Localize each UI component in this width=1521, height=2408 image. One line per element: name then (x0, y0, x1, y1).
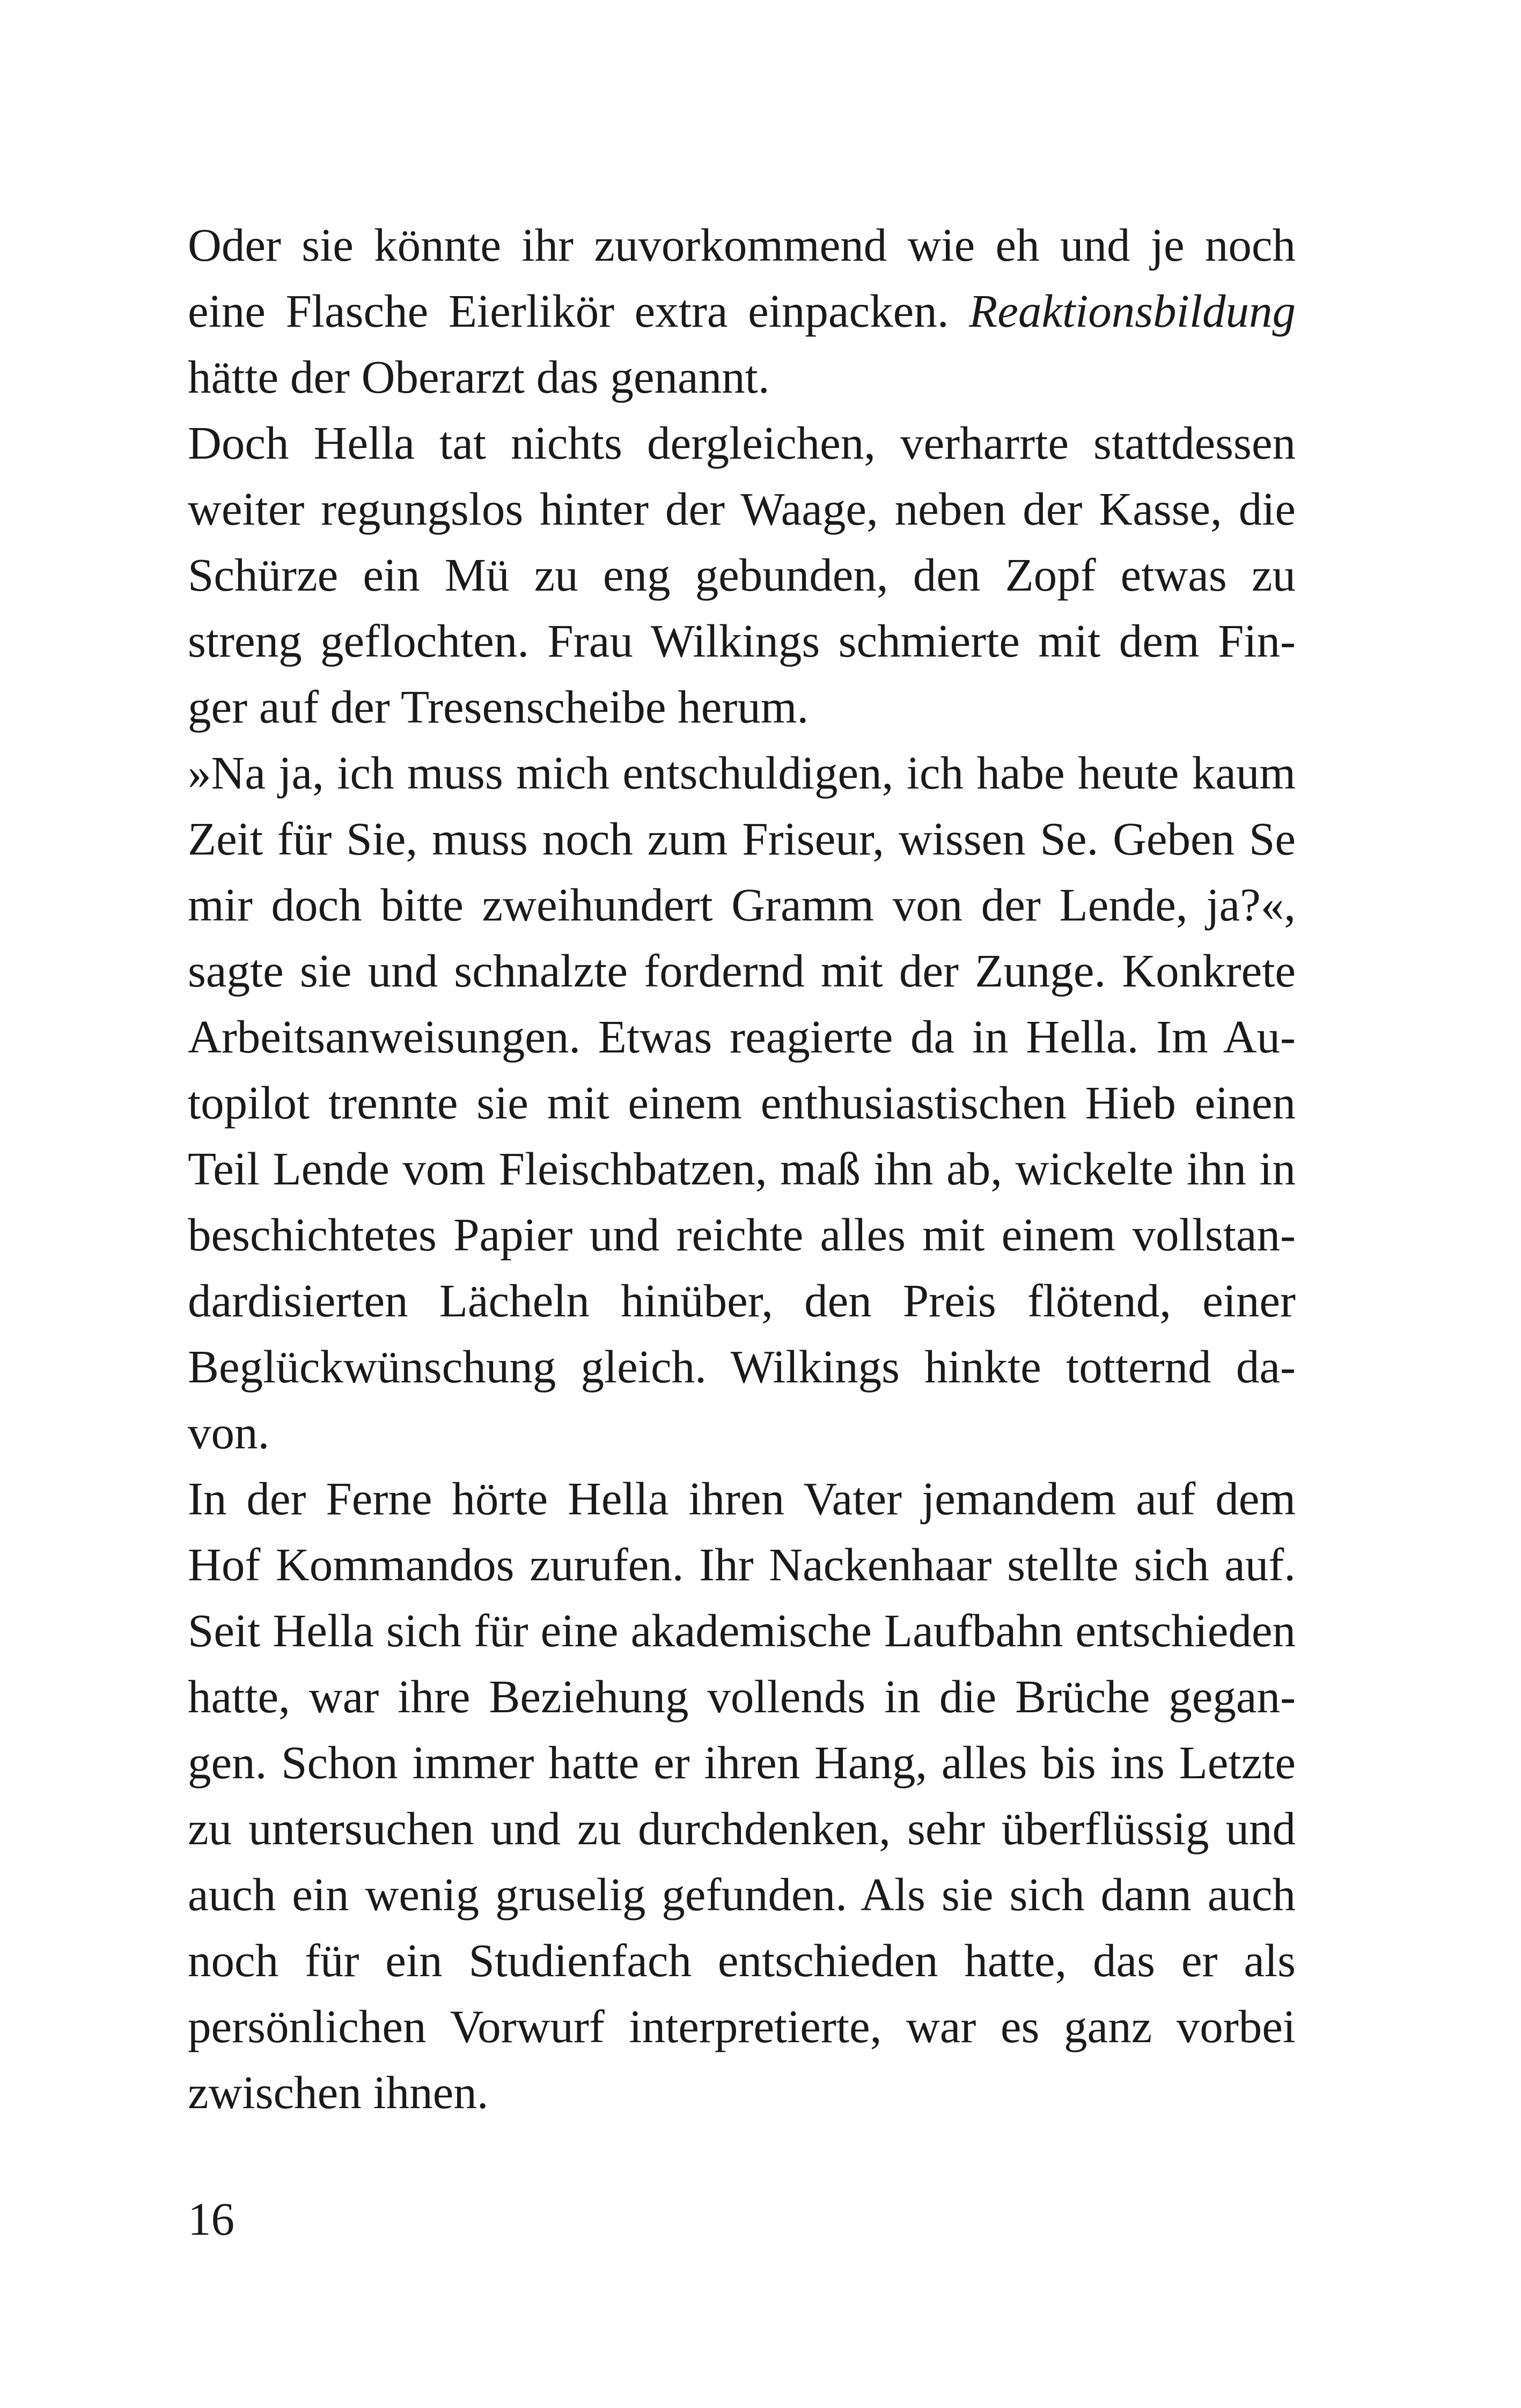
text-line-content: hätte der Oberarzt das genannt. (188, 351, 770, 403)
text-line-content: eine Flasche Eierlikör extra einpacken. (188, 285, 949, 337)
text-line-content: streng geflochten. Frau Wilkings schmierte mit dem Fin- (188, 615, 1296, 667)
text-line (188, 212, 1296, 278)
text-line (188, 1795, 1296, 1861)
text-line (188, 1070, 1296, 1136)
page-number: 16 (188, 2193, 234, 2245)
text-line (188, 938, 1296, 1004)
text-line-content: Beglückwünschung gleich. Wilkings hinkte totternd da- (188, 1341, 1296, 1393)
text-line (188, 1400, 1296, 1466)
text-line-content: von. (188, 1406, 270, 1459)
text-line-content: zu untersuchen und zu durchdenken, sehr überflüssig und (188, 1802, 1296, 1854)
text-line (188, 740, 1296, 806)
text-line-content: weiter regungslos hinter der Waage, neben der Kasse, die (188, 483, 1296, 535)
text-line-content: gen. Schon immer hatte er ihren Hang, alles bis ins Letzte (188, 1736, 1296, 1788)
text-line-content: Doch Hella tat nichts dergleichen, verharrte stattdessen (188, 417, 1296, 469)
text-line (188, 410, 1296, 476)
text-line-content: zwischen ihnen. (188, 2066, 489, 2118)
text-line (188, 1927, 1296, 1993)
italic-term: Reaktionsbildung (969, 285, 1296, 337)
text-line (188, 1531, 1296, 1597)
text-line (188, 1597, 1296, 1663)
text-line (188, 1729, 1296, 1795)
text-line-content: noch für ein Studienfach entschieden hatte, das er als (188, 1934, 1296, 1986)
text-line-content: hatte, war ihre Beziehung vollends in die Brüche gegan- (188, 1670, 1296, 1722)
text-line-content: Schürze ein Mü zu eng gebunden, den Zopf etwas zu (188, 549, 1296, 601)
text-line-content: mir doch bitte zweihundert Gramm von der Lende, ja?«, (188, 879, 1296, 931)
text-line (188, 1136, 1296, 1202)
text-line (188, 278, 1296, 344)
text-line (188, 872, 1296, 938)
text-line-content: auch ein wenig gruselig gefunden. Als sie sich dann auch (188, 1868, 1296, 1920)
text-line (188, 1004, 1296, 1070)
text-line-content: Zeit für Sie, muss noch zum Friseur, wissen Se. Geben Se (188, 813, 1296, 865)
text-line (188, 1861, 1296, 1927)
text-line (188, 674, 1296, 740)
text-line (188, 1202, 1296, 1268)
text-line-content: dardisierten Lächeln hinüber, den Preis flötend, einer (188, 1275, 1296, 1327)
text-line-content: persönlichen Vorwurf interpretierte, war es ganz vorbei (188, 2000, 1296, 2052)
text-line (188, 1268, 1296, 1334)
text-line (188, 542, 1296, 608)
text-line (188, 1993, 1296, 2059)
text-line (188, 1663, 1296, 1729)
text-line-content: sagte sie und schnalzte fordernd mit der Zunge. Konkrete (188, 945, 1296, 997)
text-line-content: topilot trennte sie mit einem enthusiastischen Hieb einen (188, 1077, 1296, 1129)
text-line-content: Hof Kommandos zurufen. Ihr Nackenhaar stellte sich auf. (188, 1538, 1296, 1590)
text-line (188, 1466, 1296, 1531)
text-line (188, 344, 1296, 410)
text-line-content: Arbeitsanweisungen. Etwas reagierte da in Hella. Im Au- (188, 1011, 1296, 1063)
text-line-content: »Na ja, ich muss mich entschuldigen, ich habe heute kaum (188, 747, 1296, 799)
text-line (188, 2059, 1296, 2125)
text-line-content: In der Ferne hörte Hella ihren Vater jemandem auf dem (188, 1472, 1296, 1525)
text-line-content: Teil Lende vom Fleischbatzen, maß ihn ab, wickelte ihn in (188, 1143, 1296, 1195)
text-line-content: Oder sie könnte ihr zuvorkommend wie eh und je noch (188, 219, 1296, 271)
text-line-content: beschichtetes Papier und reichte alles mit einem vollstan- (188, 1209, 1296, 1261)
body-text (188, 212, 1296, 2125)
text-line (188, 476, 1296, 542)
text-line (188, 1334, 1296, 1400)
text-line (188, 806, 1296, 872)
text-line-content: ger auf der Tresenscheibe herum. (188, 681, 809, 733)
text-line (188, 608, 1296, 674)
text-line-content: Seit Hella sich für eine akademische Laufbahn entschieden (188, 1604, 1296, 1656)
